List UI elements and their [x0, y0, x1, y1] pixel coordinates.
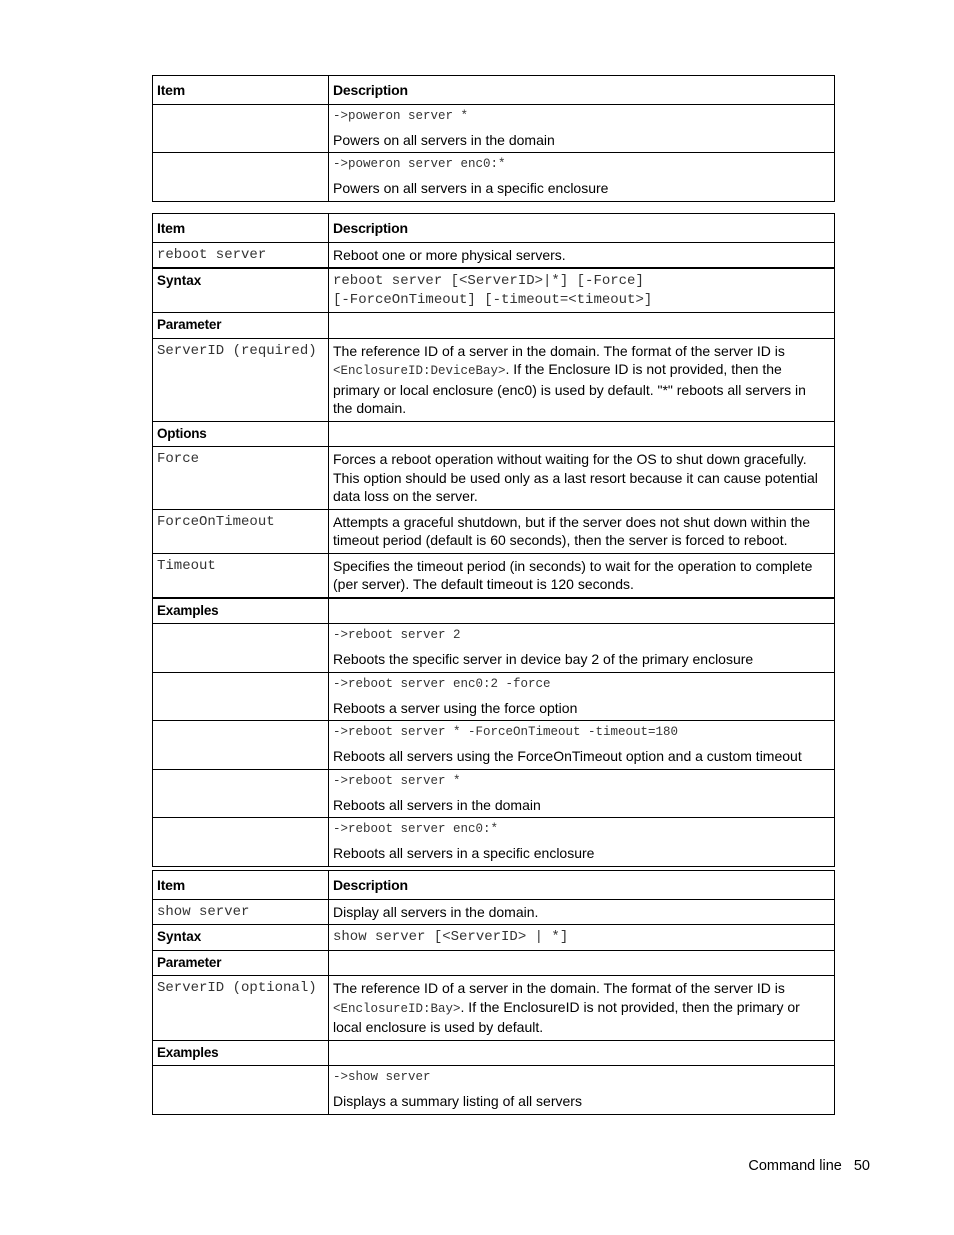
example-command: ->reboot server enc0:* [333, 822, 499, 836]
option-description: Attempts a graceful shutdown, but if the server does not shut down within the timeout period (default is 60 seconds), then the server is forced to reboot. [329, 509, 835, 553]
syntax-line: reboot server [<ServerID>|*] [-Force] [333, 273, 644, 289]
reboot-server-table [152, 213, 835, 867]
table-row [153, 818, 835, 867]
footer-section-title: Command line [748, 1158, 842, 1174]
command-name: show server [153, 899, 329, 925]
example-command: ->reboot server enc0:2 -force [333, 676, 551, 691]
header-item: Item [153, 76, 329, 105]
syntax-value: show server [<ServerID> | *] [329, 925, 835, 951]
table-header-row [153, 214, 835, 243]
option-name: Timeout [153, 553, 329, 598]
table-row [153, 672, 835, 721]
parameter-label: Parameter [153, 313, 329, 339]
table-header-row [153, 871, 835, 900]
option-name: Force [153, 447, 329, 510]
example-description: Reboots all servers in a specific enclosure [333, 845, 595, 861]
example-cell [329, 818, 835, 867]
option-description: Forces a reboot operation without waiting for the OS to shut down gracefully. This option should be used only as a last resort because it can cause potential data loss on the server. [329, 447, 835, 510]
table-row [153, 769, 835, 818]
parameter-label-row [153, 313, 835, 339]
table-row [153, 104, 835, 153]
example-cell [329, 672, 835, 721]
example-command: ->show server [333, 1070, 431, 1084]
parameter-row [153, 976, 835, 1041]
option-description: Specifies the timeout period (in seconds) to wait for the operation to complete (per server). The default timeout is 120 seconds. [329, 553, 835, 598]
command-name: reboot server [153, 242, 329, 268]
option-row [153, 509, 835, 553]
example-description: Reboots a server using the force option [333, 699, 578, 716]
example-description: Reboots the specific server in device bay 2 of the primary enclosure [333, 651, 754, 667]
example-cell [329, 153, 835, 202]
header-description: Description [329, 76, 835, 105]
options-label-row [153, 421, 835, 447]
example-command: ->poweron server enc0:* [333, 157, 506, 171]
example-cell [329, 721, 835, 770]
syntax-line: [-ForceOnTimeout] [-timeout=<timeout>] [333, 291, 653, 308]
option-name: ForceOnTimeout [153, 509, 329, 553]
example-description: Reboots all servers in the domain [333, 796, 541, 813]
examples-label-row [153, 1040, 835, 1066]
example-description: Powers on all servers in a specific enclosure [333, 180, 609, 196]
parameter-name: ServerID (optional) [153, 976, 329, 1041]
example-description: Displays a summary listing of all servers [333, 1093, 582, 1109]
header-item: Item [153, 214, 329, 243]
options-label: Options [153, 421, 329, 447]
example-description: Powers on all servers in the domain [333, 131, 555, 148]
parameter-name: ServerID (required) [153, 338, 329, 421]
parameter-description: The reference ID of a server in the domain. The format of the server ID is <EnclosureID:Bay>. If the EnclosureID is not provided, then the primary or local enclosure is used by default. [329, 976, 835, 1041]
example-cell [329, 104, 835, 153]
header-description: Description [329, 871, 835, 900]
command-description: Reboot one or more physical servers. [329, 242, 835, 268]
parameter-label: Parameter [153, 950, 329, 976]
command-row [153, 899, 835, 925]
example-cell [329, 769, 835, 818]
table-row [153, 1066, 835, 1115]
parameter-label-row [153, 950, 835, 976]
examples-label-row [153, 598, 835, 624]
examples-label: Examples [153, 1040, 329, 1066]
poweron-examples-table [152, 75, 835, 202]
parameter-description: The reference ID of a server in the domain. The format of the server ID is <EnclosureID:DeviceBay>. If the Enclosure ID is not provided, then the primary or local enclosure (enc0) is used by default. "*" reboots all servers in the domain. [329, 338, 835, 421]
example-command: ->reboot server 2 [333, 628, 461, 642]
command-row [153, 242, 835, 268]
table-row [153, 721, 835, 770]
table-row [153, 153, 835, 202]
table-header-row [153, 76, 835, 105]
example-command: ->reboot server * -ForceOnTimeout -timeout=180 [333, 725, 679, 739]
syntax-label: Syntax [153, 268, 329, 313]
example-cell [329, 1066, 835, 1115]
show-server-table [152, 870, 835, 1115]
example-command: ->reboot server * [333, 773, 461, 788]
header-item: Item [153, 871, 329, 900]
parameter-row [153, 338, 835, 421]
option-row [153, 553, 835, 598]
syntax-row [153, 268, 835, 313]
parameter-format-code: <EnclosureID:Bay> [333, 1001, 461, 1016]
table-row [153, 624, 835, 673]
page-footer [748, 1158, 870, 1174]
syntax-label: Syntax [153, 925, 329, 951]
example-description: Reboots all servers using the ForceOnTimeout option and a custom timeout [333, 748, 802, 764]
examples-label: Examples [153, 598, 329, 624]
command-description: Display all servers in the domain. [329, 899, 835, 925]
example-cell [329, 624, 835, 673]
option-row [153, 447, 835, 510]
syntax-value [329, 268, 835, 313]
example-command: ->poweron server * [333, 108, 469, 123]
parameter-format-code: <EnclosureID:DeviceBay> [333, 364, 506, 378]
header-description: Description [329, 214, 835, 243]
syntax-row [153, 925, 835, 951]
page-number: 50 [853, 1158, 870, 1174]
